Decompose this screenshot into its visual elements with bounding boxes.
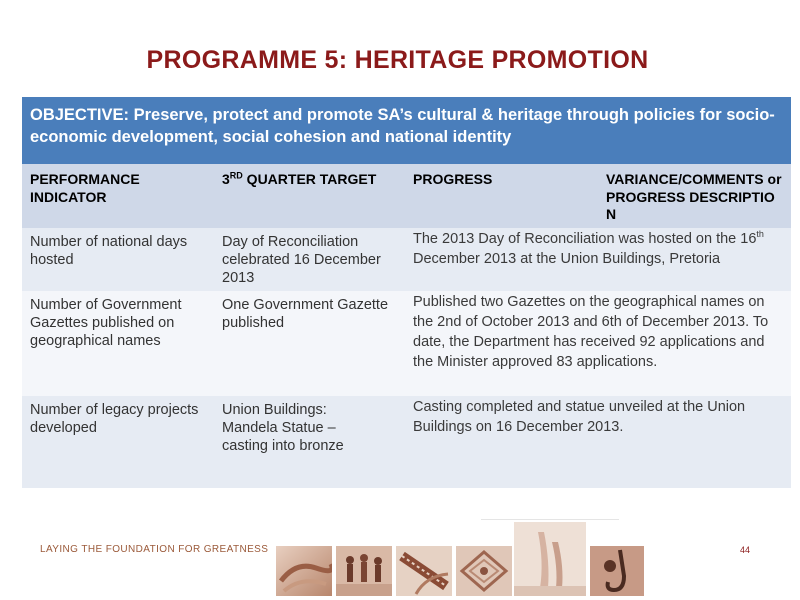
row-progress-sup: th <box>756 228 764 239</box>
row-indicator: Number of national days hosted <box>22 228 214 291</box>
row-progress-part-a: The 2013 Day of Reconciliation was hosted on the 16 <box>413 230 757 247</box>
row-progress: Published two Gazettes on the geographical names on the 2nd of October 2013 and 6th of December 2013. To date, the Department has received 92 applications and the Minister approved 83 applications. <box>405 291 791 396</box>
hands-photo <box>276 546 332 596</box>
row-indicator: Number of Government Gazettes published on geographical names <box>22 291 214 396</box>
header-target <box>214 164 405 228</box>
row-target: Union Buildings: Mandela Statue – casting into bronze <box>214 396 405 488</box>
table-row <box>22 291 791 396</box>
performance-table <box>22 97 791 488</box>
header-target-sup: RD <box>229 170 243 181</box>
header-progress: PROGRESS <box>405 164 598 228</box>
table-row <box>22 228 791 291</box>
row-progress <box>405 228 791 291</box>
page-number: 44 <box>740 545 751 555</box>
objective-text: OBJECTIVE: Preserve, protect and promote SA’s cultural & heritage through policies for socio-economic development, social cohesion and national identity <box>22 97 791 164</box>
saxophone-photo <box>590 546 644 596</box>
table-header-row <box>22 164 791 228</box>
objective-row <box>22 97 791 164</box>
dancers-photo <box>336 546 392 596</box>
header-indicator: PERFORMANCE INDICATOR <box>22 164 214 228</box>
row-indicator: Number of legacy projects developed <box>22 396 214 488</box>
row-target: Day of Reconciliation celebrated 16 December 2013 <box>214 228 405 291</box>
footer-tagline: LAYING THE FOUNDATION FOR GREATNESS <box>40 544 269 555</box>
photo-divider <box>481 519 619 521</box>
film-reel-photo <box>396 546 452 596</box>
slide-title: PROGRAMME 5: HERITAGE PROMOTION <box>146 46 649 74</box>
header-variance: VARIANCE/COMMENTS or PROGRESS DESCRIPTION <box>598 164 791 228</box>
beadwork-photo <box>456 546 512 596</box>
row-target: One Government Gazette published <box>214 291 405 396</box>
row-progress-part-b: December 2013 at the Union Buildings, Pretoria <box>413 250 721 267</box>
header-target-suffix: QUARTER TARGET <box>242 171 377 187</box>
table-row <box>22 396 791 488</box>
header-target-prefix: 3 <box>222 171 230 187</box>
ballet-shoes-photo <box>514 522 586 596</box>
row-progress: Casting completed and statue unveiled at the Union Buildings on 16 December 2013. <box>405 396 791 488</box>
